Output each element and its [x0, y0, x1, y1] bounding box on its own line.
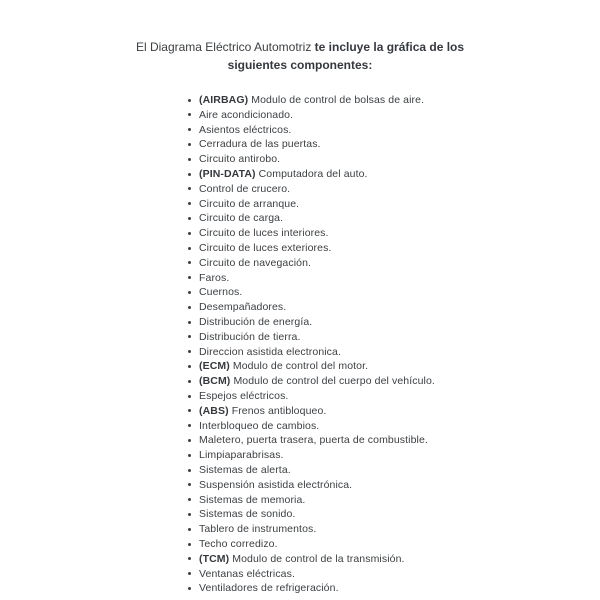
list-item	[186, 169, 516, 179]
components-list	[186, 95, 516, 594]
list-item	[186, 317, 516, 327]
list-item	[186, 435, 516, 445]
list-item	[186, 139, 516, 149]
list-item	[186, 480, 516, 490]
list-item	[186, 154, 516, 164]
component-label: Limpiaparabrisas.	[199, 449, 284, 462]
component-label: Ventanas eléctricas.	[199, 567, 295, 580]
list-item	[186, 361, 516, 371]
list-item	[186, 258, 516, 268]
component-label: Ventiladores de refrigeración.	[199, 582, 339, 595]
component-code: (AIRBAG)	[199, 94, 252, 106]
component-label: Sistemas de alerta.	[199, 463, 291, 476]
list-item	[186, 199, 516, 209]
component-label: Cuernos.	[199, 286, 243, 299]
component-code: (ECM)	[199, 360, 233, 373]
component-label: Frenos antibloqueo.	[231, 404, 327, 417]
component-label: Maletero, puerta trasera, puerta de combustible.	[199, 434, 428, 447]
component-label: Circuito de navegación.	[199, 256, 312, 269]
component-label: Modulo de control del motor.	[232, 360, 369, 373]
component-label: Distribución de energía.	[199, 315, 313, 328]
list-item	[186, 450, 516, 460]
component-label: Suspensión asistida electrónica.	[199, 478, 353, 491]
component-label: Modulo de control de bolsas de aire.	[251, 94, 425, 106]
list-item	[186, 554, 516, 564]
component-label: Sistemas de memoria.	[199, 493, 306, 506]
list-item	[186, 406, 516, 416]
page-title	[115, 38, 485, 74]
list-item	[186, 539, 516, 549]
list-item	[186, 213, 516, 223]
component-code: (ABS)	[199, 404, 232, 417]
page-title-bold: te incluye la gráfica de los siguientes componentes:	[227, 40, 465, 72]
list-item	[186, 243, 516, 253]
component-label: Computadora del auto.	[258, 167, 368, 180]
component-label: Distribución de tierra.	[199, 330, 301, 343]
list-item	[186, 184, 516, 194]
component-label: Cerradura de las puertas.	[199, 138, 321, 151]
list-item	[186, 524, 516, 534]
list-item	[186, 110, 516, 120]
component-label: Modulo de control de la transmisión.	[232, 552, 405, 565]
component-label: Interbloqueo de cambios.	[199, 419, 320, 432]
component-label: Circuito de arranque.	[199, 197, 300, 210]
component-label: Sistemas de sonido.	[199, 508, 296, 521]
list-item	[186, 391, 516, 401]
list-item	[186, 287, 516, 297]
list-item	[186, 376, 516, 386]
component-label: Tablero de instrumentos.	[199, 523, 317, 536]
component-label: Direccion asistida electronica.	[199, 345, 341, 358]
component-label: Faros.	[199, 271, 230, 284]
component-code: (TCM)	[199, 552, 233, 565]
list-item	[186, 273, 516, 283]
list-item	[186, 302, 516, 312]
component-label: Control de crucero.	[199, 182, 291, 195]
list-item	[186, 332, 516, 342]
component-label: Espejos eléctricos.	[199, 389, 289, 402]
component-label: Desempañadores.	[199, 301, 287, 314]
page-title-regular: El Diagrama Eléctrico Automotriz	[135, 40, 315, 54]
list-item	[186, 95, 516, 105]
list-item	[186, 465, 516, 475]
component-label: Circuito antirobo.	[199, 153, 281, 166]
list-item	[186, 421, 516, 431]
component-label: Circuito de luces exteriores.	[199, 241, 332, 254]
component-label: Circuito de carga.	[199, 212, 284, 225]
component-code: (PIN-DATA)	[199, 167, 259, 180]
component-label: Aire acondicionado.	[199, 108, 294, 121]
component-label: Asientos eléctricos.	[199, 123, 292, 136]
component-label: Techo corredizo.	[199, 537, 278, 550]
list-item	[186, 569, 516, 579]
component-label: Modulo de control del cuerpo del vehículo.	[233, 375, 435, 388]
component-label: Circuito de luces interiores.	[199, 227, 329, 240]
list-item	[186, 228, 516, 238]
list-item	[186, 125, 516, 135]
list-item	[186, 583, 516, 593]
list-item	[186, 495, 516, 505]
list-item	[186, 509, 516, 519]
component-code: (BCM)	[199, 375, 234, 388]
list-item	[186, 347, 516, 357]
